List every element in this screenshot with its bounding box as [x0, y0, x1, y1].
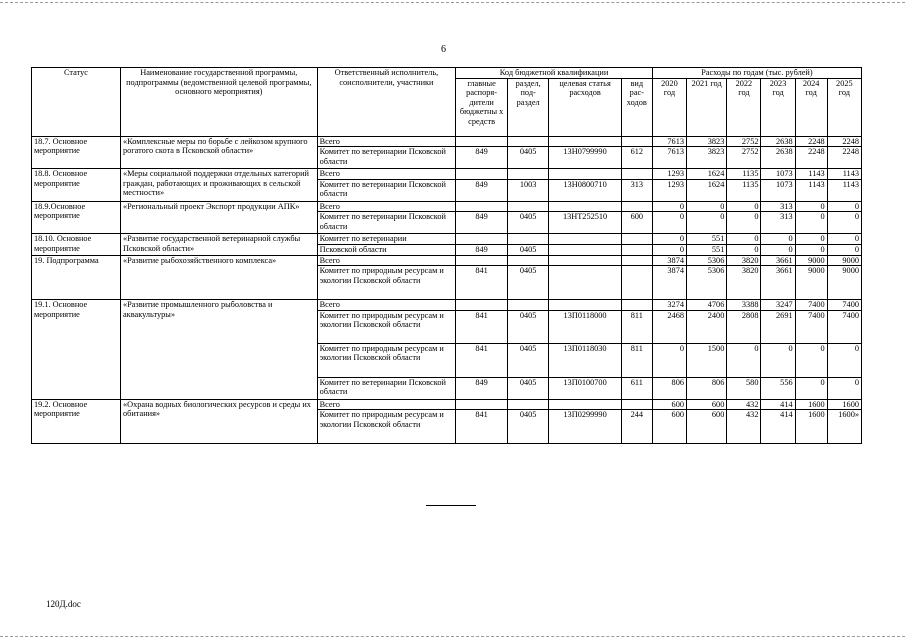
header-year: 2022 год: [727, 78, 761, 136]
cell-amount: 3247: [761, 300, 795, 311]
cell-amount: 0: [795, 343, 827, 377]
cell-rz: 0405: [507, 410, 548, 444]
cell-amount: 0: [761, 343, 795, 377]
cell-amount: 1624: [687, 179, 727, 201]
cell-vr: 313: [621, 179, 652, 201]
scan-edge-top: [0, 2, 905, 3]
cell-responsible: Комитет по природным ресурсам и экологии Псковской области: [317, 343, 456, 377]
cell-csr: 13П0118000: [549, 310, 621, 343]
cell-amount: 7613: [652, 147, 686, 169]
cell-vr: 600: [621, 212, 652, 234]
cell-amount: 2248: [795, 147, 827, 169]
cell-vr: [621, 300, 652, 311]
cell-vr: [621, 244, 652, 255]
cell-vr: [621, 266, 652, 300]
cell-amount: 806: [652, 377, 686, 399]
cell-amount: 3661: [761, 255, 795, 266]
cell-csr: [549, 399, 621, 410]
cell-csr: [549, 201, 621, 212]
cell-status: 19.1. Основное мероприятие: [32, 300, 121, 400]
cell-rz: [507, 234, 548, 245]
cell-amount: 0: [827, 244, 861, 255]
cell-grbs: [456, 169, 508, 180]
header-name: Наименование государственной программы, подпрограммы (ведомственной целевой программы, основного мероприятия): [120, 68, 317, 137]
cell-grbs: 849: [456, 212, 508, 234]
footer-filename: 120Д.doc: [46, 599, 81, 609]
cell-amount: 432: [727, 399, 761, 410]
cell-amount: 1143: [827, 179, 861, 201]
cell-amount: 414: [761, 410, 795, 444]
cell-grbs: 841: [456, 410, 508, 444]
cell-amount: 9000: [795, 266, 827, 300]
cell-amount: 9000: [795, 255, 827, 266]
cell-amount: 1135: [727, 179, 761, 201]
cell-vr: 612: [621, 147, 652, 169]
cell-vr: [621, 234, 652, 245]
cell-vr: [621, 255, 652, 266]
cell-amount: 313: [761, 201, 795, 212]
cell-amount: 7400: [827, 310, 861, 343]
cell-amount: 0: [827, 212, 861, 234]
cell-status: 18.8. Основное мероприятие: [32, 169, 121, 202]
cell-name: «Региональный проект Экспорт продукции АПК»: [120, 201, 317, 234]
cell-rz: [507, 255, 548, 266]
cell-amount: 2248: [795, 136, 827, 147]
cell-amount: 0: [827, 377, 861, 399]
cell-responsible: Всего: [317, 169, 456, 180]
cell-amount: 1073: [761, 169, 795, 180]
cell-amount: 600: [687, 399, 727, 410]
cell-rz: 0405: [507, 310, 548, 343]
cell-amount: 0: [761, 234, 795, 245]
cell-amount: 0: [727, 201, 761, 212]
cell-responsible: Всего: [317, 201, 456, 212]
cell-rz: [507, 169, 548, 180]
cell-responsible: Комитет по ветеринарии: [317, 234, 456, 245]
cell-amount: 0: [795, 377, 827, 399]
cell-amount: 0: [727, 343, 761, 377]
cell-amount: 3820: [727, 255, 761, 266]
cell-rz: 0405: [507, 212, 548, 234]
cell-rz: [507, 201, 548, 212]
cell-name: «Развитие рыбохозяйственного комплекса»: [120, 255, 317, 300]
cell-amount: 0: [687, 212, 727, 234]
cell-amount: 3820: [727, 266, 761, 300]
cell-vr: 244: [621, 410, 652, 444]
cell-amount: 1073: [761, 179, 795, 201]
cell-csr: 13П0299990: [549, 410, 621, 444]
table-row-total: [32, 234, 862, 245]
cell-amount: 3661: [761, 266, 795, 300]
cell-rz: 0405: [507, 244, 548, 255]
table-body: [32, 136, 862, 444]
cell-amount: 7400: [827, 300, 861, 311]
cell-csr: 13НТ252510: [549, 212, 621, 234]
cell-amount: 1600»: [827, 410, 861, 444]
header-csr: целевая статья расходов: [549, 78, 621, 136]
header-year: 2021 год: [687, 78, 727, 136]
cell-amount: 0: [827, 343, 861, 377]
cell-amount: 2691: [761, 310, 795, 343]
cell-amount: 551: [687, 244, 727, 255]
cell-responsible: Псковской области: [317, 244, 456, 255]
cell-grbs: 841: [456, 343, 508, 377]
cell-amount: 1600: [827, 399, 861, 410]
cell-name: «Меры социальной поддержки отдельных категорий граждан, работающих и проживающих в сельской местности»: [120, 169, 317, 202]
table-row-total: [32, 300, 862, 311]
header-responsible: Ответственный исполнитель, соисполнители, участники: [317, 68, 456, 137]
cell-responsible: Комитет по ветеринарии Псковской области: [317, 147, 456, 169]
cell-vr: 811: [621, 310, 652, 343]
cell-rz: 0405: [507, 266, 548, 300]
cell-amount: 0: [727, 212, 761, 234]
cell-grbs: 849: [456, 244, 508, 255]
cell-csr: 13Н0800710: [549, 179, 621, 201]
cell-status: 18.7. Основное мероприятие: [32, 136, 121, 169]
table-row-total: [32, 201, 862, 212]
cell-vr: [621, 136, 652, 147]
cell-vr: [621, 201, 652, 212]
cell-grbs: [456, 201, 508, 212]
cell-csr: [549, 266, 621, 300]
header-vr: вид рас-ходов: [621, 78, 652, 136]
cell-csr: 13П0100700: [549, 377, 621, 399]
cell-amount: 2638: [761, 136, 795, 147]
cell-grbs: 841: [456, 266, 508, 300]
cell-amount: 0: [761, 244, 795, 255]
cell-vr: [621, 169, 652, 180]
cell-rz: [507, 300, 548, 311]
cell-amount: 0: [727, 244, 761, 255]
cell-amount: 1293: [652, 179, 686, 201]
cell-rz: [507, 136, 548, 147]
cell-name: «Комплексные меры по борьбе с лейкозом крупного рогатого скота в Псковской области»: [120, 136, 317, 169]
cell-csr: [549, 255, 621, 266]
cell-amount: 600: [687, 410, 727, 444]
cell-amount: 414: [761, 399, 795, 410]
cell-responsible: Комитет по природным ресурсам и экологии Псковской области: [317, 310, 456, 343]
table-row-total: [32, 399, 862, 410]
cell-amount: 0: [795, 201, 827, 212]
cell-amount: 7400: [795, 310, 827, 343]
cell-amount: 5306: [687, 255, 727, 266]
cell-rz: [507, 399, 548, 410]
header-status: Статус: [32, 68, 121, 137]
cell-csr: 13П0118030: [549, 343, 621, 377]
cell-responsible: Всего: [317, 300, 456, 311]
cell-responsible: Всего: [317, 136, 456, 147]
cell-grbs: [456, 255, 508, 266]
cell-responsible: Комитет по ветеринарии Псковской области: [317, 179, 456, 201]
cell-amount: 0: [652, 244, 686, 255]
header-year: 2023 год: [761, 78, 795, 136]
cell-rz: 0405: [507, 147, 548, 169]
cell-grbs: [456, 399, 508, 410]
cell-responsible: Всего: [317, 255, 456, 266]
cell-amount: 0: [687, 201, 727, 212]
cell-amount: 1624: [687, 169, 727, 180]
cell-amount: 3823: [687, 136, 727, 147]
cell-amount: 3388: [727, 300, 761, 311]
cell-amount: 551: [687, 234, 727, 245]
cell-grbs: [456, 300, 508, 311]
cell-status: 18.9.Основное мероприятие: [32, 201, 121, 234]
cell-status: 18.10. Основное мероприятие: [32, 234, 121, 256]
cell-grbs: [456, 136, 508, 147]
cell-amount: 600: [652, 399, 686, 410]
cell-amount: 0: [827, 201, 861, 212]
cell-csr: [549, 300, 621, 311]
table-row-total: [32, 255, 862, 266]
cell-grbs: [456, 234, 508, 245]
cell-amount: 2400: [687, 310, 727, 343]
cell-amount: 2248: [827, 147, 861, 169]
cell-amount: 2248: [827, 136, 861, 147]
cell-vr: 811: [621, 343, 652, 377]
cell-amount: 3874: [652, 266, 686, 300]
header-year: 2024 год: [795, 78, 827, 136]
header-grbs: главные распоря-дители бюджетны х средств: [456, 78, 508, 136]
cell-amount: 432: [727, 410, 761, 444]
cell-amount: 806: [687, 377, 727, 399]
cell-rz: 0405: [507, 343, 548, 377]
header-kbk: Код бюджетной квалификации: [456, 68, 653, 79]
cell-grbs: 849: [456, 377, 508, 399]
cell-amount: 1600: [795, 399, 827, 410]
budget-table: [31, 67, 862, 444]
cell-amount: 1135: [727, 169, 761, 180]
cell-amount: 2808: [727, 310, 761, 343]
table-row-total: [32, 136, 862, 147]
cell-responsible: Комитет по природным ресурсам и экологии Псковской области: [317, 266, 456, 300]
cell-amount: 2752: [727, 136, 761, 147]
cell-name: «Развитие промышленного рыболовства и аквакультуры»: [120, 300, 317, 400]
header-expenses: Расходы по годам (тыс. рублей): [652, 68, 861, 79]
cell-amount: 9000: [827, 266, 861, 300]
cell-vr: [621, 399, 652, 410]
cell-amount: 3274: [652, 300, 686, 311]
cell-amount: 0: [795, 212, 827, 234]
cell-amount: 556: [761, 377, 795, 399]
cell-amount: 7400: [795, 300, 827, 311]
cell-amount: 313: [761, 212, 795, 234]
header-year: 2025 год: [827, 78, 861, 136]
cell-responsible: Комитет по природным ресурсам и экологии Псковской области: [317, 410, 456, 444]
cell-amount: 1500: [687, 343, 727, 377]
cell-grbs: 841: [456, 310, 508, 343]
cell-amount: 5306: [687, 266, 727, 300]
cell-amount: 3823: [687, 147, 727, 169]
cell-name: «Охрана водных биологических ресурсов и среды их обитания»: [120, 399, 317, 444]
table-row-total: [32, 169, 862, 180]
cell-name: «Развитие государственной ветеринарной службы Псковской области»: [120, 234, 317, 256]
cell-status: 19.2. Основное мероприятие: [32, 399, 121, 444]
cell-amount: 0: [795, 234, 827, 245]
page-number: 6: [441, 44, 446, 55]
cell-responsible: Комитет по ветеринарии Псковской области: [317, 377, 456, 399]
cell-csr: [549, 136, 621, 147]
cell-amount: 0: [827, 234, 861, 245]
cell-amount: 2468: [652, 310, 686, 343]
cell-amount: 1600: [795, 410, 827, 444]
header-rzpr: раздел, под-раздел: [507, 78, 548, 136]
cell-amount: 0: [727, 234, 761, 245]
table-header: [32, 68, 862, 137]
cell-vr: 611: [621, 377, 652, 399]
cell-amount: 600: [652, 410, 686, 444]
cell-amount: 9000: [827, 255, 861, 266]
separator-line: [426, 505, 476, 506]
cell-amount: 1143: [795, 169, 827, 180]
cell-responsible: Всего: [317, 399, 456, 410]
cell-amount: 3874: [652, 255, 686, 266]
header-year: 2020 год: [652, 78, 686, 136]
cell-amount: 0: [652, 234, 686, 245]
cell-csr: [549, 169, 621, 180]
cell-csr: [549, 234, 621, 245]
cell-amount: 1143: [795, 179, 827, 201]
cell-amount: 0: [652, 201, 686, 212]
cell-amount: 1143: [827, 169, 861, 180]
cell-amount: 4706: [687, 300, 727, 311]
cell-amount: 2752: [727, 147, 761, 169]
cell-amount: 0: [652, 343, 686, 377]
cell-amount: 580: [727, 377, 761, 399]
cell-grbs: 849: [456, 147, 508, 169]
cell-status: 19. Подпрограмма: [32, 255, 121, 300]
cell-amount: 7613: [652, 136, 686, 147]
scan-edge-bottom: [0, 636, 905, 637]
cell-amount: 1293: [652, 169, 686, 180]
cell-grbs: 849: [456, 179, 508, 201]
cell-amount: 0: [652, 212, 686, 234]
cell-rz: 1003: [507, 179, 548, 201]
cell-csr: [549, 244, 621, 255]
cell-amount: 0: [795, 244, 827, 255]
cell-responsible: Комитет по ветеринарии Псковской области: [317, 212, 456, 234]
cell-rz: 0405: [507, 377, 548, 399]
cell-csr: 13Н0799990: [549, 147, 621, 169]
cell-amount: 2638: [761, 147, 795, 169]
